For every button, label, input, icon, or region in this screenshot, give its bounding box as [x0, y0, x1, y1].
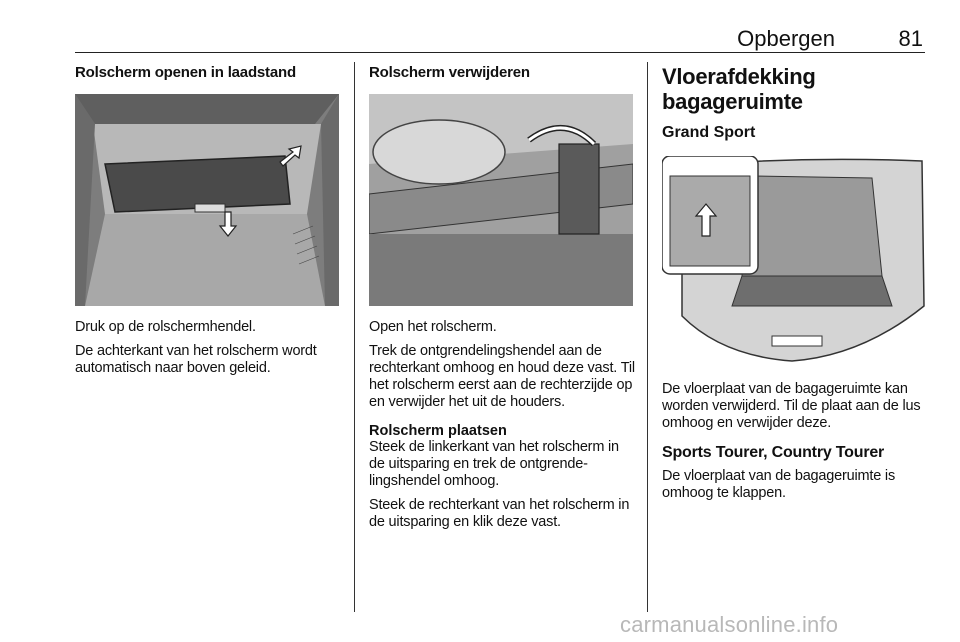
column-divider-1: [354, 62, 355, 612]
subheading-rolscherm-plaatsen: Rolscherm plaatsen: [369, 423, 507, 439]
paragraph: Trek de ontgrendelingshendel aan de rechterkant omhoog en houd deze vast. Til het rolscherm eerst aan de rechterzijde op en verwijder het uit de houders.: [369, 343, 635, 410]
subheading-grand-sport: Grand Sport: [662, 124, 756, 141]
column-2: [369, 64, 633, 89]
paragraph: Open het rolscherm.: [369, 319, 497, 335]
paragraph: De vloerplaat van de bagageruimte is omhoog te klappen.: [662, 468, 895, 501]
heading-rolscherm-verwijderen: Rolscherm verwijderen: [369, 64, 530, 81]
column-2-text: [369, 319, 635, 538]
section-title: Opbergen: [737, 26, 835, 51]
subheading-sports-tourer: Sports Tourer, Country Tourer: [662, 444, 885, 461]
column-divider-2: [647, 62, 648, 612]
paragraph: Druk op de rolschermhendel.: [75, 319, 256, 335]
column-3: [662, 64, 926, 150]
paragraph: De vloerplaat van de bagageruimte kan worden verwijderd. Til de plaat aan de lus omhoog en verwijder deze.: [662, 381, 921, 431]
page-header: [75, 22, 925, 53]
column-1-text: [75, 319, 345, 384]
column-1: [75, 64, 343, 89]
heading-rolscherm-openen: Rolscherm openen in laadstand: [75, 64, 296, 81]
cover-removal-illustration: [369, 94, 633, 306]
watermark: carmanualsonline.info: [620, 612, 839, 637]
page-number: 81: [898, 26, 923, 51]
cargo-cover-illustration: [75, 94, 339, 306]
paragraph: Steek de rechterkant van het rolscherm in de uitsparing en klik deze vast.: [369, 497, 630, 530]
paragraph: Steek de linkerkant van het rolscherm in de uitsparing en trek de ontgrende-lingshendel omhoog.: [369, 439, 619, 489]
heading-vloerafdekking: Vloerafdekking bagageruimte: [662, 64, 816, 114]
column-3-text: [662, 381, 928, 509]
paragraph: De achterkant van het rolscherm wordt automatisch naar boven geleid.: [75, 343, 317, 376]
floor-cover-illustration: [662, 156, 926, 368]
